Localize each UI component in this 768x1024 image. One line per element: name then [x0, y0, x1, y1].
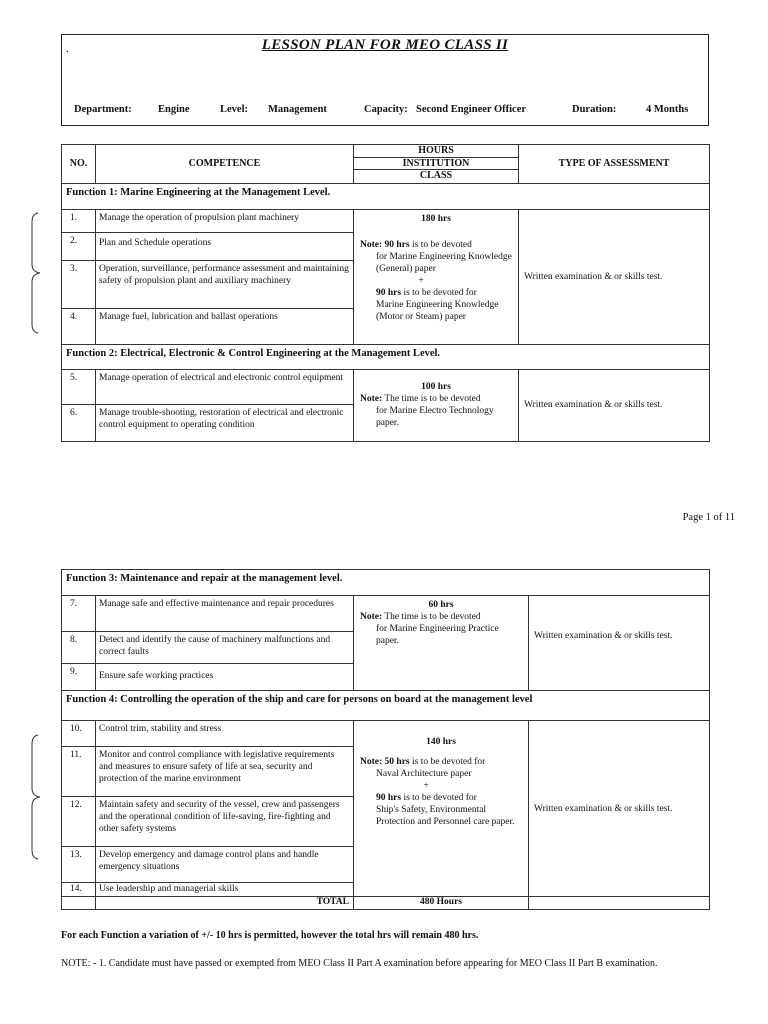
table-row-no: 6. [62, 404, 96, 441]
function2-hours-note [354, 369, 519, 441]
note-plus: + [418, 275, 424, 286]
total-blank [62, 897, 96, 910]
table-row-competence: Detect and identify the cause of machinery malfunctions and correct faults [96, 632, 354, 664]
function3-assessment: Written examination & or skills test. [529, 596, 710, 691]
capacity-value: Second Engineer Officer [416, 104, 527, 115]
table-row-competence: Maintain safety and security of the vessel, crew and passengers and the operational condition of life-saving, fire-fighting and other safety systems [96, 797, 354, 847]
function1-hours: 180 hrs [421, 213, 451, 224]
function3-title: Function 3: Maintenance and repair at the management level. [62, 570, 710, 596]
class-label: CLASS [419, 170, 453, 181]
table-row-no: 1. [62, 209, 96, 232]
function2-assessment: Written examination & or skills test. [519, 369, 710, 441]
function1-hours-note [354, 209, 519, 344]
table-row-competence: Plan and Schedule operations [96, 232, 354, 260]
table-row-competence: Control trim, stability and stress [96, 721, 354, 747]
function3-hours: 60 hrs [428, 600, 454, 610]
competence-table-2 [61, 569, 710, 910]
table-row-competence: Manage operation of electrical and electronic control equipment [96, 369, 354, 404]
table-row-competence: Manage fuel, lubrication and ballast operations [96, 308, 354, 344]
left-brace-2 [28, 734, 44, 860]
table-row-competence: Manage safe and effective maintenance and repair procedures [96, 596, 354, 632]
note-label: Note: [360, 394, 383, 404]
total-label: TOTAL [96, 897, 354, 910]
department-value: Engine [158, 104, 190, 115]
function1-assessment: Written examination & or skills test. [519, 209, 710, 344]
note-text-1b: Naval Architecture paper [376, 769, 472, 779]
function4-hours-note [354, 721, 529, 897]
note-text-2: for Marine Electro Technology paper. [376, 406, 494, 428]
total-value: 480 Hours [354, 897, 529, 910]
competence-table-1 [61, 144, 710, 442]
table-row-no: 5. [62, 369, 96, 404]
note-hours-2: 90 hrs [376, 287, 402, 298]
table-row-no: 3. [62, 260, 96, 308]
table-row-competence: Use leadership and managerial skills [96, 883, 354, 897]
note-text-1a: is to be devoted [409, 239, 472, 250]
header-box [61, 34, 709, 126]
note-plus: + [423, 781, 429, 791]
note-text-2a: is to be devoted for [401, 793, 477, 803]
level-value: Management [268, 104, 327, 115]
table-row-no: 13. [62, 847, 96, 883]
note-hours-2: 90 hrs [376, 793, 402, 803]
hours-label: HOURS [354, 145, 518, 158]
col-competence-header: COMPETENCE [96, 145, 354, 184]
header-dot: . [66, 43, 69, 55]
note-text-1: The time is to be devoted [382, 612, 481, 622]
duration-value: 4 Months [646, 104, 689, 115]
col-assessment-header: TYPE OF ASSESSMENT [519, 145, 710, 184]
left-brace-1 [28, 212, 44, 334]
note-text-2b: Marine Engineering Knowledge (Motor or Steam) paper [376, 299, 499, 322]
total-blank-2 [529, 897, 710, 910]
table-row-no: 14. [62, 883, 96, 897]
table-row-no: 12. [62, 797, 96, 847]
note-label: Note: [360, 757, 383, 767]
note-hours-1: 50 hrs [384, 757, 410, 767]
institution-label: INSTITUTION [354, 158, 518, 171]
function1-title: Function 1: Marine Engineering at the Management Level. [62, 183, 710, 209]
department-label: Department: [74, 104, 132, 115]
col-hours-header [354, 145, 519, 184]
function4-hours: 140 hrs [426, 737, 456, 747]
note-text-2b: Ship's Safety, Environmental Protection and Personnel care paper. [376, 805, 515, 827]
table-row-no: 11. [62, 747, 96, 797]
page-number: Page 1 of 11 [682, 512, 735, 523]
variation-note: For each Function a variation of +/- 10 hrs is permitted, however the total hrs will remain 480 hrs. [61, 930, 479, 941]
table-row-competence: Manage trouble-shooting, restoration of electrical and electronic control equipment to operating condition [96, 404, 354, 441]
note-label: Note: [360, 239, 383, 250]
table-row-competence: Operation, surveillance, performance assessment and maintaining safety of propulsion plant and auxiliary machinery [96, 260, 354, 308]
exam-note: NOTE: - 1. Candidate must have passed or exempted from MEO Class II Part A examination before appearing for MEO Class II Part B examination. [61, 958, 658, 969]
page-title: LESSON PLAN FOR MEO CLASS II [261, 37, 509, 53]
function2-title: Function 2: Electrical, Electronic & Control Engineering at the Management Level. [62, 344, 710, 369]
table-row-no: 9. [62, 664, 96, 691]
function4-title: Function 4: Controlling the operation of the ship and care for persons on board at the management level [62, 691, 710, 721]
col-no-header: NO. [62, 145, 96, 184]
note-text-2a: is to be devoted for [401, 287, 477, 298]
note-hours-1: 90 hrs [384, 239, 410, 250]
note-text-2: for Marine Engineering Practice paper. [376, 624, 499, 646]
table-row-no: 10. [62, 721, 96, 747]
function2-hours: 100 hrs [421, 382, 451, 392]
table-row-no: 4. [62, 308, 96, 344]
note-text-1b: for Marine Engineering Knowledge (General) paper [376, 251, 512, 274]
function4-assessment: Written examination & or skills test. [529, 721, 710, 897]
function3-hours-note [354, 596, 529, 691]
table-row-no: 2. [62, 232, 96, 260]
table-row-competence: Monitor and control compliance with legislative requirements and measures to ensure safety of life at sea, security and protection of the marine environment [96, 747, 354, 797]
table-row-no: 8. [62, 632, 96, 664]
table-row-competence: Ensure safe working practices [96, 664, 354, 691]
table-row-no: 7. [62, 596, 96, 632]
table-row-competence: Develop emergency and damage control plans and handle emergency situations [96, 847, 354, 883]
level-label: Level: [220, 104, 248, 115]
capacity-label: Capacity: [364, 104, 408, 115]
table-row-competence: Manage the operation of propulsion plant machinery [96, 209, 354, 232]
note-text-1: The time is to be devoted [382, 394, 481, 404]
duration-label: Duration: [572, 104, 617, 115]
note-label: Note: [360, 612, 383, 622]
note-text-1a: is to be devoted for [409, 757, 486, 767]
